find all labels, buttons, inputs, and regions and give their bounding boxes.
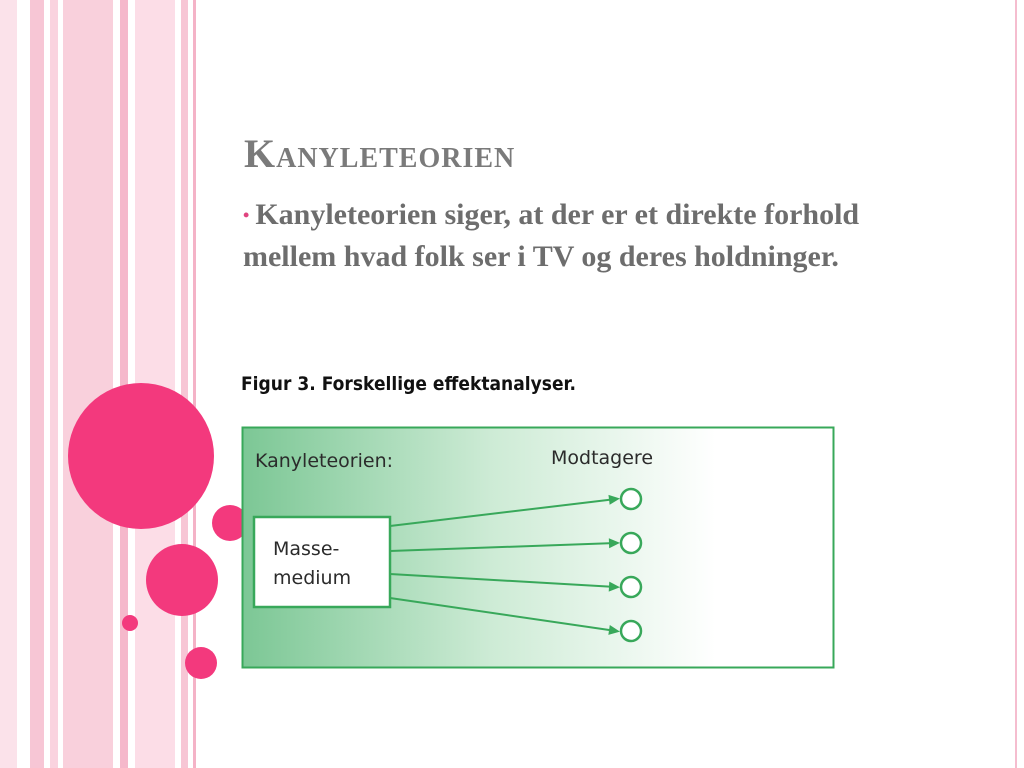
source-label-line1: Masse- [273, 538, 340, 560]
decorative-circle [68, 383, 214, 529]
slide-body-bullet [243, 194, 923, 277]
source-label-line2: medium [273, 567, 352, 589]
receiver-node [621, 577, 641, 597]
receiver-node [621, 621, 641, 641]
figure-caption: Figur 3. Forskellige effektanalyser. [241, 373, 577, 395]
figure-diagram [241, 426, 837, 672]
decorative-circle [122, 615, 138, 631]
panel-label: Kanyleteorien: [255, 450, 394, 472]
bullet-text: Kanyleteorien siger, at der er et direkte forhold mellem hvad folk ser i TV og deres holdninger. [243, 198, 860, 273]
decorative-circle [185, 647, 217, 679]
slide-title: Kanyleteorien [244, 131, 516, 176]
decorative-circle [146, 544, 218, 616]
mass-medium-box [254, 517, 390, 607]
receivers-label: Modtagere [551, 447, 654, 469]
receiver-node [621, 489, 641, 509]
bullet-marker: • [243, 205, 250, 225]
receiver-node [621, 533, 641, 553]
